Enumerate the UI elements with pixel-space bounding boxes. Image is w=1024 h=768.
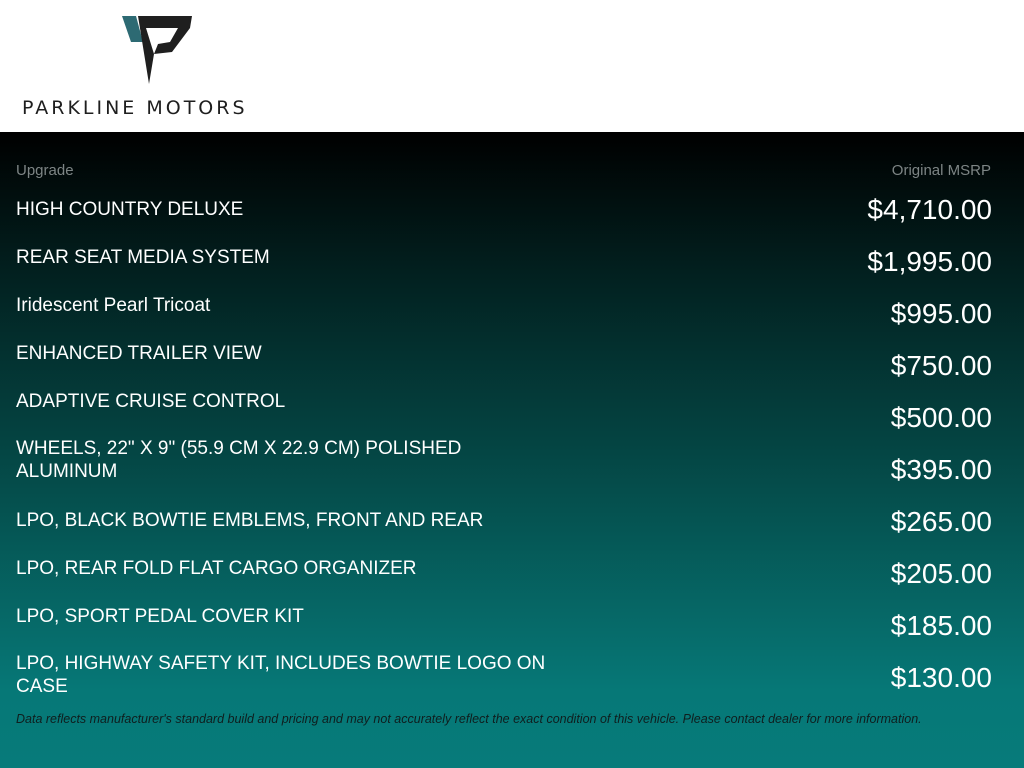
upgrade-price: $750.00: [890, 350, 992, 381]
upgrade-price: $1,995.00: [867, 246, 992, 277]
upgrade-column-header: Upgrade: [16, 162, 74, 179]
upgrade-name: LPO, BLACK BOWTIE EMBLEMS, FRONT AND REAR: [16, 510, 484, 531]
parkline-logo-icon: [120, 14, 194, 86]
upgrade-name: ADAPTIVE CRUISE CONTROL: [16, 391, 286, 412]
upgrade-name: WHEELS, 22" X 9" (55.9 CM X 22.9 CM) POLISHED ALUMINUM: [16, 438, 462, 482]
upgrades-panel: [0, 132, 1024, 768]
upgrade-price: $500.00: [890, 402, 992, 433]
disclaimer-text: Data reflects manufacturer's standard build and pricing and may not accurately reflect the exact condition of this vehicle. Please contact dealer for more information.: [16, 712, 922, 726]
upgrade-price: $4,710.00: [867, 194, 992, 225]
upgrade-name: REAR SEAT MEDIA SYSTEM: [16, 247, 270, 268]
upgrade-name: HIGH COUNTRY DELUXE: [16, 199, 244, 220]
upgrade-name: LPO, REAR FOLD FLAT CARGO ORGANIZER: [16, 558, 417, 579]
upgrade-price: $185.00: [890, 610, 992, 641]
upgrade-price: $205.00: [890, 558, 992, 589]
upgrade-name: ENHANCED TRAILER VIEW: [16, 343, 262, 364]
header: [0, 0, 1024, 132]
upgrade-name: Iridescent Pearl Tricoat: [16, 295, 211, 316]
msrp-column-header: Original MSRP: [891, 162, 991, 179]
upgrade-name: LPO, HIGHWAY SAFETY KIT, INCLUDES BOWTIE LOGO ON CASE: [16, 653, 546, 697]
upgrade-price: $995.00: [890, 298, 992, 329]
upgrade-price: $265.00: [890, 506, 992, 537]
upgrade-price: $395.00: [890, 454, 992, 485]
brand-name: PARKLINE MOTORS: [22, 97, 248, 119]
upgrade-price: $130.00: [890, 662, 992, 693]
upgrade-name: LPO, SPORT PEDAL COVER KIT: [16, 606, 304, 627]
